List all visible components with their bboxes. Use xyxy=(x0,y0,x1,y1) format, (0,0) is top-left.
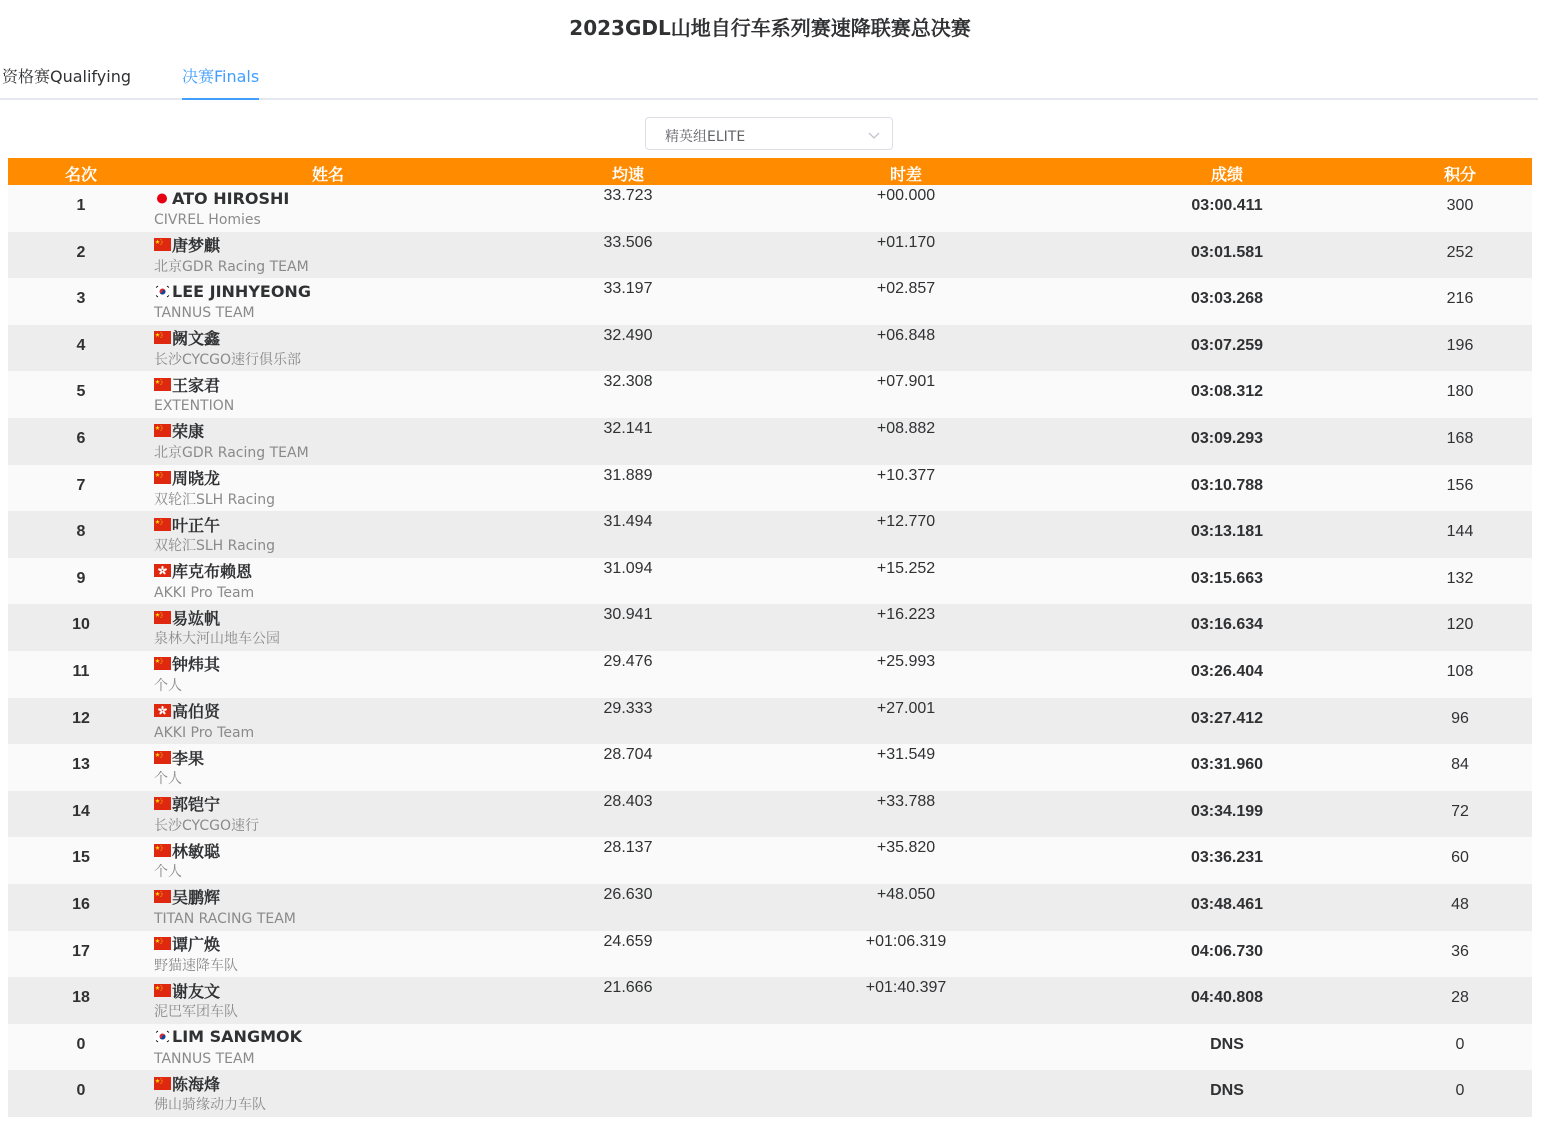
gap-cell: +01:40.397 xyxy=(865,979,947,997)
speed-cell: 33.723 xyxy=(603,187,653,204)
table-row xyxy=(8,744,1532,791)
result-tabs xyxy=(0,58,1538,100)
result-cell: 03:15.663 xyxy=(1190,569,1264,587)
athlete-name: 林敏聪 xyxy=(172,841,221,861)
result-cell: 03:13.181 xyxy=(1190,523,1264,541)
team-name: 佛山骑缘动力车队 xyxy=(154,1097,266,1114)
cn-flag-icon xyxy=(154,471,171,484)
jp-flag-icon xyxy=(154,192,171,205)
rank-cell: 12 xyxy=(72,709,90,727)
team-name: 野猫速降车队 xyxy=(154,957,238,974)
athlete-name: 荣康 xyxy=(172,422,205,442)
athlete-cell xyxy=(154,933,238,977)
points-cell: 168 xyxy=(1446,429,1474,447)
athlete-name: 谭广焕 xyxy=(172,935,221,954)
table-row xyxy=(8,371,1532,418)
team-name: TANNUS TEAM xyxy=(154,1050,255,1067)
result-cell: DNS xyxy=(1210,1082,1244,1100)
rank-cell: 5 xyxy=(76,383,86,401)
speed-cell: 29.333 xyxy=(603,699,653,717)
rank-cell: 16 xyxy=(72,895,90,913)
athlete-cell xyxy=(154,560,254,604)
rank-cell: 8 xyxy=(76,523,86,541)
team-name: TANNUS TEAM xyxy=(154,305,255,322)
table-row xyxy=(8,325,1532,372)
header-gap: 时差 xyxy=(889,165,922,184)
athlete-cell xyxy=(154,746,204,790)
athlete-cell xyxy=(154,1026,302,1070)
athlete-name: 唐梦麒 xyxy=(172,236,221,256)
team-name: AKKI Pro Team xyxy=(154,584,255,601)
table-row xyxy=(8,651,1532,698)
table-row xyxy=(8,232,1532,279)
cn-flag-icon xyxy=(154,238,171,251)
speed-cell: 28.403 xyxy=(603,792,653,810)
table-row xyxy=(8,884,1532,931)
points-cell: 60 xyxy=(1451,849,1469,867)
speed-cell: 33.506 xyxy=(603,233,653,251)
team-name: 长沙CYCGO速行俱乐部 xyxy=(154,351,301,368)
rank-cell: 11 xyxy=(72,662,90,680)
athlete-cell xyxy=(154,1072,266,1116)
rank-cell: 17 xyxy=(72,942,90,960)
kr-flag-icon xyxy=(154,285,171,298)
points-cell: 120 xyxy=(1446,616,1474,634)
speed-cell: 30.941 xyxy=(603,606,653,624)
page-title: 2023GDL山地自行车系列赛速降联赛总决赛 xyxy=(569,16,971,40)
table-row xyxy=(8,511,1532,558)
result-cell: 03:48.461 xyxy=(1190,895,1264,913)
athlete-name: 易竑帆 xyxy=(172,608,221,628)
team-name: 北京GDR Racing TEAM xyxy=(154,444,309,461)
athlete-name: LIM SANGMOK xyxy=(172,1027,302,1047)
speed-cell: 28.137 xyxy=(603,839,653,857)
athlete-name: 王家君 xyxy=(172,375,221,395)
athlete-name: 周晓龙 xyxy=(172,469,221,489)
table-row xyxy=(8,558,1532,605)
cn-flag-icon xyxy=(154,1077,171,1090)
team-name: CIVREL Homies xyxy=(154,212,261,228)
athlete-name: 李果 xyxy=(172,748,205,768)
table-header xyxy=(8,158,1532,185)
athlete-name: 吴鹏辉 xyxy=(172,888,221,908)
athlete-name: 郭铠宁 xyxy=(172,795,221,815)
group-select-value: 精英组ELITE xyxy=(665,129,746,145)
table-row xyxy=(8,698,1532,745)
header-name: 姓名 xyxy=(311,165,344,184)
hk-flag-icon xyxy=(154,704,171,717)
cn-flag-icon xyxy=(154,378,171,391)
header-rank: 名次 xyxy=(64,165,97,184)
rank-cell: 14 xyxy=(72,802,90,820)
cn-flag-icon xyxy=(154,331,171,344)
cn-flag-icon xyxy=(154,611,171,624)
points-cell: 84 xyxy=(1451,756,1469,774)
athlete-cell xyxy=(154,373,234,417)
points-cell: 300 xyxy=(1446,197,1474,214)
rank-cell: 0 xyxy=(76,1035,86,1053)
athlete-name: ATO HIROSHI xyxy=(172,188,290,208)
team-name: 个人 xyxy=(154,771,182,788)
rank-cell: 15 xyxy=(72,849,90,867)
header-result: 成绩 xyxy=(1210,165,1243,184)
team-name: 泉林大河山地车公园 xyxy=(154,631,280,648)
gap-cell: +27.001 xyxy=(876,699,936,717)
gap-cell: +01:06.319 xyxy=(865,932,947,950)
gap-cell: +01.170 xyxy=(876,233,936,251)
result-cell: DNS xyxy=(1210,1035,1244,1053)
table-body xyxy=(8,185,1532,1117)
table-row xyxy=(8,1024,1532,1071)
table-row xyxy=(8,278,1532,325)
rank-cell: 6 xyxy=(76,429,86,447)
speed-cell: 24.659 xyxy=(603,932,653,950)
speed-cell: 31.494 xyxy=(603,513,653,531)
points-cell: 36 xyxy=(1451,942,1469,960)
cn-flag-icon xyxy=(154,844,171,857)
result-cell: 03:07.259 xyxy=(1190,336,1264,354)
table-row xyxy=(8,791,1532,838)
result-cell: 03:10.788 xyxy=(1190,476,1264,494)
speed-cell: 26.630 xyxy=(603,885,653,903)
table-row xyxy=(8,465,1532,512)
athlete-cell xyxy=(154,793,259,837)
athlete-cell xyxy=(154,513,275,557)
team-name: 泥巴军团车队 xyxy=(154,1004,238,1021)
team-name: 双轮汇SLH Racing xyxy=(154,538,276,555)
athlete-name: 库克布赖恩 xyxy=(172,562,253,582)
cn-flag-icon xyxy=(154,424,171,437)
gap-cell: +12.770 xyxy=(876,513,936,531)
header-points: 积分 xyxy=(1443,165,1476,184)
rank-cell: 4 xyxy=(76,336,86,354)
points-cell: 96 xyxy=(1451,709,1469,727)
athlete-cell xyxy=(154,886,296,930)
points-cell: 108 xyxy=(1446,662,1474,680)
cn-flag-icon xyxy=(154,751,171,764)
points-cell: 28 xyxy=(1451,989,1469,1007)
speed-cell: 31.889 xyxy=(603,466,653,484)
team-name: 长沙CYCGO速行 xyxy=(154,817,259,834)
table-row xyxy=(8,1070,1532,1117)
cn-flag-icon xyxy=(154,657,171,670)
athlete-cell xyxy=(154,187,289,231)
team-name: 个人 xyxy=(154,677,182,694)
speed-cell: 31.094 xyxy=(603,559,653,577)
team-name: AKKI Pro Team xyxy=(154,724,255,741)
speed-cell: 32.490 xyxy=(603,326,653,344)
table-row xyxy=(8,977,1532,1024)
result-cell: 03:27.412 xyxy=(1190,709,1264,727)
team-name: EXTENTION xyxy=(154,398,235,415)
team-name: 北京GDR Racing TEAM xyxy=(154,258,309,275)
speed-cell: 32.308 xyxy=(603,373,653,391)
speed-cell: 29.476 xyxy=(603,652,653,670)
points-cell: 144 xyxy=(1446,523,1474,541)
table-row xyxy=(8,604,1532,651)
points-cell: 156 xyxy=(1446,476,1474,494)
gap-cell: +35.820 xyxy=(876,839,936,857)
athlete-cell xyxy=(154,327,301,371)
result-cell: 04:40.808 xyxy=(1190,989,1264,1007)
athlete-cell xyxy=(154,420,309,464)
athlete-name: 叶正午 xyxy=(172,515,221,535)
cn-flag-icon xyxy=(154,518,171,531)
result-cell: 03:01.581 xyxy=(1190,243,1264,261)
rank-cell: 9 xyxy=(76,569,86,587)
points-cell: 216 xyxy=(1446,290,1474,308)
athlete-cell xyxy=(154,653,220,697)
rank-cell: 0 xyxy=(76,1082,86,1100)
points-cell: 0 xyxy=(1455,1082,1465,1100)
gap-cell: +15.252 xyxy=(876,559,936,577)
speed-cell: 33.197 xyxy=(603,280,653,298)
rank-cell: 13 xyxy=(72,756,90,774)
tab-qualifying[interactable]: 资格赛Qualifying xyxy=(2,67,131,86)
athlete-name: 高伯贤 xyxy=(172,702,221,722)
table-row xyxy=(8,931,1532,978)
results-table xyxy=(8,158,1532,1117)
athlete-cell xyxy=(154,280,311,324)
athlete-name: 钟炜其 xyxy=(172,655,221,675)
cn-flag-icon xyxy=(154,984,171,997)
athlete-name: LEE JINHYEONG xyxy=(172,281,311,301)
gap-cell: +31.549 xyxy=(876,746,936,764)
athlete-cell xyxy=(154,700,254,744)
gap-cell: +16.223 xyxy=(876,606,936,624)
hk-flag-icon xyxy=(154,564,171,577)
gap-cell: +33.788 xyxy=(876,792,936,810)
rank-cell: 3 xyxy=(76,290,86,308)
points-cell: 0 xyxy=(1455,1035,1465,1053)
athlete-cell xyxy=(154,979,238,1023)
result-cell: 03:34.199 xyxy=(1190,802,1264,820)
athlete-cell xyxy=(154,234,309,278)
athlete-name: 阙文鑫 xyxy=(172,329,221,349)
header-speed: 均速 xyxy=(611,165,644,184)
cn-flag-icon xyxy=(154,797,171,810)
gap-cell: +07.901 xyxy=(876,373,936,391)
athlete-name: 陈海烽 xyxy=(172,1074,221,1094)
gap-cell: +02.857 xyxy=(876,280,936,298)
team-name: TITAN RACING TEAM xyxy=(154,910,296,927)
rank-cell: 7 xyxy=(76,476,86,494)
speed-cell: 28.704 xyxy=(603,746,653,764)
cn-flag-icon xyxy=(154,937,171,950)
gap-cell: +48.050 xyxy=(876,885,936,903)
result-cell: 03:26.404 xyxy=(1190,662,1264,680)
result-cell: 03:09.293 xyxy=(1190,429,1264,447)
points-cell: 196 xyxy=(1446,336,1474,354)
athlete-cell xyxy=(154,839,220,883)
gap-cell: +00.000 xyxy=(876,187,936,204)
result-cell: 04:06.730 xyxy=(1190,942,1264,960)
result-cell: 03:31.960 xyxy=(1190,756,1264,774)
points-cell: 252 xyxy=(1446,243,1474,261)
rank-cell: 1 xyxy=(76,197,86,214)
team-name: 双轮汇SLH Racing xyxy=(154,491,276,508)
points-cell: 180 xyxy=(1446,383,1474,401)
chevron-down-icon xyxy=(868,128,880,146)
group-select[interactable] xyxy=(645,117,893,150)
rank-cell: 2 xyxy=(76,243,86,261)
rank-cell: 18 xyxy=(72,989,90,1007)
table-row xyxy=(8,185,1532,232)
result-cell: 03:36.231 xyxy=(1190,849,1264,867)
gap-cell: +10.377 xyxy=(876,466,936,484)
result-cell: 03:00.411 xyxy=(1191,197,1263,214)
table-row xyxy=(8,837,1532,884)
athlete-name: 谢友文 xyxy=(172,981,221,1001)
athlete-cell xyxy=(154,606,280,650)
points-cell: 48 xyxy=(1451,895,1469,913)
points-cell: 72 xyxy=(1451,802,1469,820)
cn-flag-icon xyxy=(154,890,171,903)
result-cell: 03:03.268 xyxy=(1190,290,1264,308)
athlete-cell xyxy=(154,467,275,511)
table-row xyxy=(8,418,1532,465)
result-cell: 03:08.312 xyxy=(1190,383,1264,401)
gap-cell: +06.848 xyxy=(876,326,936,344)
kr-flag-icon xyxy=(154,1030,171,1043)
gap-cell: +08.882 xyxy=(876,419,936,437)
team-name: 个人 xyxy=(154,864,182,881)
speed-cell: 32.141 xyxy=(603,419,653,437)
points-cell: 132 xyxy=(1446,569,1474,587)
gap-cell: +25.993 xyxy=(876,652,936,670)
rank-cell: 10 xyxy=(72,616,90,634)
result-cell: 03:16.634 xyxy=(1190,616,1264,634)
tab-finals[interactable]: 决赛Finals xyxy=(182,64,259,100)
speed-cell: 21.666 xyxy=(603,979,653,997)
